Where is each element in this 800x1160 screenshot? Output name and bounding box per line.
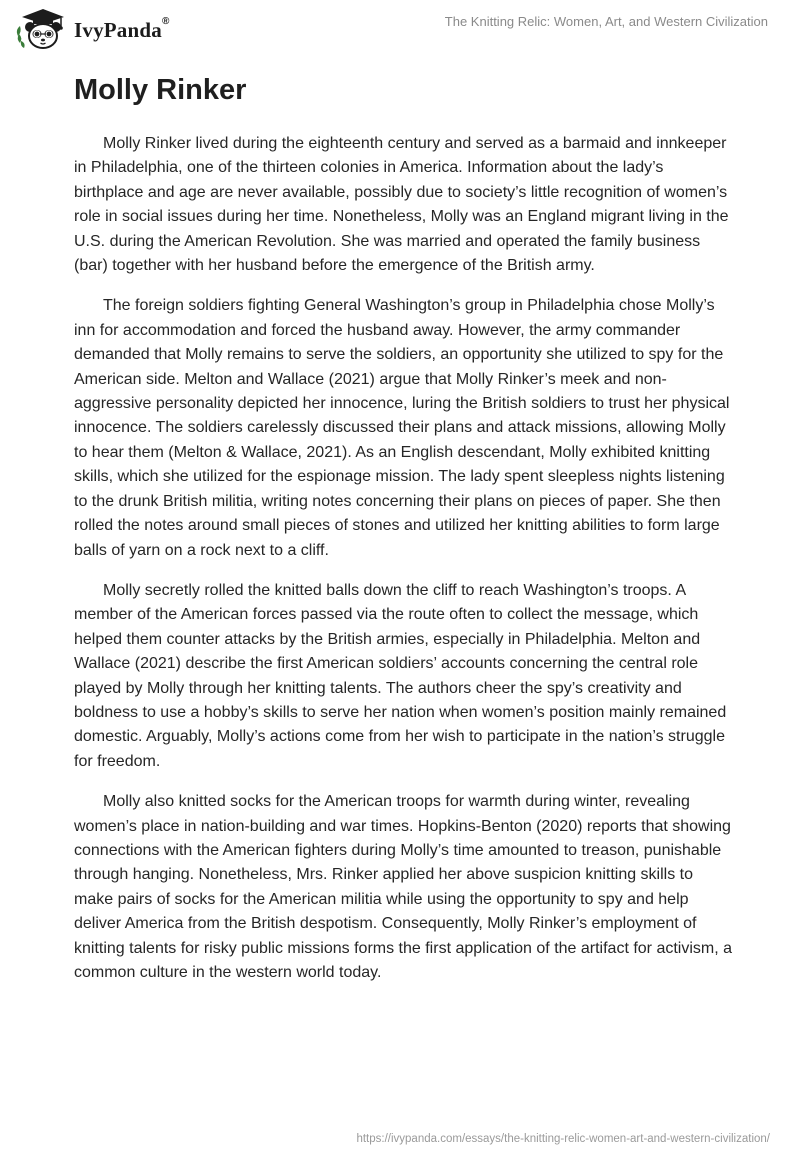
registered-mark: ® [161, 16, 170, 27]
ivypanda-logo[interactable] [14, 6, 170, 52]
section-heading: Molly Rinker [74, 74, 247, 106]
source-url[interactable]: https://ivypanda.com/essays/the-knitting-relic-women-art-and-western-civilization/ [356, 1133, 770, 1145]
paragraph-3: Molly secretly rolled the knitted balls down the cliff to reach Washington’s troops. A member of the American forces passed via the route often to collect the message, which helped them counter attacks by the British armies, especially in Philadelphia. Melton and Wallace (2021) describe the first American soldiers’ accounts concerning the central role played by Molly through her knitting talents. The authors cheer the spy’s creativity and boldness to use a hobby’s skills to serve her nation when women’s position mainly remained domestic. Arguably, Molly’s actions come from her wish to participate in the nation’s struggle for freedom. [74, 581, 727, 770]
logo-text: IvyPanda [74, 18, 162, 42]
paragraph-4: Molly also knitted socks for the American troops for warmth during winter, revealing women’s place in nation-building and war times. Hopkins-Benton (2020) reports that showing connections with the American fighters during Molly’s time amounted to treason, punishable through hanging. Nonetheless, Mrs. Rinker applied her above suspicion knitting skills to make pairs of socks for the American militia while using the opportunity to spy and help deliver America from the British despotism. Consequently, Molly Rinker’s employment of knitting talents for risky public missions forms the first application of the artifact for activism, a common culture in the western world today. [74, 793, 733, 981]
paragraph-1: Molly Rinker lived during the eighteenth century and served as a barmaid and innkeeper in Philadelphia, one of the thirteen colonies in America. Information about the lady’s birthplace and age are never available, possibly due to society’s little recognition of women’s role in social issues during her time. Nonetheless, Molly was an England migrant living in the U.S. during the American Revolution. She was married and operated the family business (bar) together with her husband before the emergence of the British army. [74, 135, 729, 275]
paragraph-2: The foreign soldiers fighting General Washington’s group in Philadelphia chose Molly’s inn for accommodation and forced the husband away. However, the army commander demanded that Molly remains to serve the soldiers, an opportunity she utilized to spy for the American side. Melton and Wallace (2021) argue that Molly Rinker’s meek and non-aggressive personality depicted her innocence, luring the British soldiers to trust her physical innocence. The soldiers carelessly discussed their plans and attack missions, allowing Molly to hear them (Melton & Wallace, 2021). As an English descendant, Molly exhibited knitting skills, which she utilized for the espionage mission. The lady spent sleepless nights listening to the drunk British militia, writing notes concerning their plans on pieces of paper. She then rolled the notes around small pieces of stones and utilized her knitting abilities to form large balls of yarn on a rock next to a cliff. [74, 297, 730, 559]
panda-graduate-icon [14, 6, 72, 52]
page-header [0, 0, 800, 60]
article-body [74, 72, 734, 1001]
logo-wordmark [74, 18, 170, 43]
document-title: The Knitting Relic: Women, Art, and Western Civilization [444, 14, 768, 29]
